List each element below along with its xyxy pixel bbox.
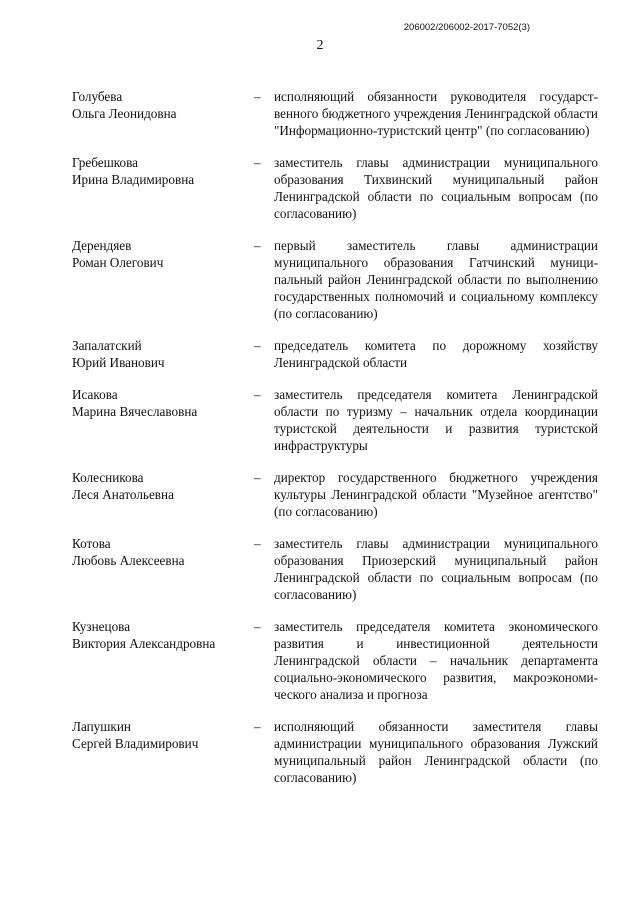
member-entry <box>72 718 598 786</box>
member-given-names: Марина Вячеславовна <box>72 404 198 419</box>
member-role: председатель комитета по дорожному хозяйству Ленинградской области <box>274 338 598 370</box>
member-given-names: Роман Олегович <box>72 255 164 270</box>
member-name <box>72 154 254 222</box>
member-entry <box>72 337 598 371</box>
member-name <box>72 718 254 786</box>
member-entry <box>72 469 598 520</box>
member-surname: Запалатский <box>72 338 142 353</box>
member-role: заместитель главы администрации муниципального образования Тихвинский муниципальный район Ленинградской области по социальным вопросам (по согласованию) <box>274 155 598 221</box>
member-given-names: Леся Анатольевна <box>72 487 174 502</box>
member-surname: Гребешкова <box>72 155 139 170</box>
member-surname: Дерендяев <box>72 238 132 253</box>
member-name <box>72 386 254 454</box>
member-name <box>72 618 254 703</box>
member-role: заместитель главы администрации муниципального образования Приозерский муниципальный район Ленинградской области по социальным вопросам (по согласованию) <box>274 536 598 602</box>
member-role: директор государственного бюджетного учреждения культуры Ленинградской области "Музейное агентство" (по согласованию) <box>274 470 598 519</box>
page-number: 2 <box>316 38 324 53</box>
dash-separator: – <box>254 536 261 551</box>
dash-separator: – <box>254 155 261 170</box>
document-code: 206002/206002-2017-7052(3) <box>403 22 530 33</box>
member-entry <box>72 618 598 703</box>
dash-separator: – <box>254 89 261 104</box>
dash-separator: – <box>254 238 261 253</box>
member-given-names: Юрий Иванович <box>72 355 165 370</box>
dash-separator: – <box>254 387 261 402</box>
member-surname: Колесникова <box>72 470 144 485</box>
member-given-names: Сергей Владимирович <box>72 736 199 751</box>
member-surname: Лапушкин <box>72 719 131 734</box>
member-given-names: Любовь Алексеевна <box>72 553 185 568</box>
member-given-names: Виктория Александровна <box>72 636 216 651</box>
member-entry <box>72 386 598 454</box>
member-name <box>72 237 254 322</box>
dash-separator: – <box>254 619 261 634</box>
member-name <box>72 469 254 520</box>
dash-separator: – <box>254 719 261 734</box>
member-entry <box>72 237 598 322</box>
member-name <box>72 535 254 603</box>
dash-separator: – <box>254 470 261 485</box>
member-role: заместитель председателя комитета Ленинградской области по туризму – начальник отдела координации туристской деятельности и развития туристской инфраструктуры <box>274 387 598 453</box>
member-role: исполняющий обязанности руководителя государст-венного бюджетного учреждения Ленинградской области "Информационно-туристский центр" (по согласованию) <box>274 89 598 138</box>
member-name <box>72 88 254 139</box>
member-name <box>72 337 254 371</box>
dash-separator: – <box>254 338 261 353</box>
member-role: заместитель председателя комитета экономического развития и инвестиционной деятельности Ленинградской области – начальник департамента социально-экономического развития, макроэкономи-ческого анализа и прогноза <box>274 619 598 702</box>
member-entry <box>72 154 598 222</box>
member-entry <box>72 88 598 139</box>
member-surname: Котова <box>72 536 111 551</box>
member-list <box>72 88 598 786</box>
member-given-names: Ольга Леонидовна <box>72 106 177 121</box>
member-entry <box>72 535 598 603</box>
member-surname: Кузнецова <box>72 619 131 634</box>
member-surname: Голубева <box>72 89 123 104</box>
member-role: первый заместитель главы администрации муниципального образования Гатчинский муници-пальный район Ленинградской области по выполнению государственных полномочий и социальному комплексу (по согласованию) <box>274 238 598 321</box>
member-role: исполняющий обязанности заместителя главы администрации муниципального образования Лужский муниципальный район Ленинградской области (по согласованию) <box>274 719 598 785</box>
member-surname: Исакова <box>72 387 118 402</box>
member-given-names: Ирина Владимировна <box>72 172 195 187</box>
